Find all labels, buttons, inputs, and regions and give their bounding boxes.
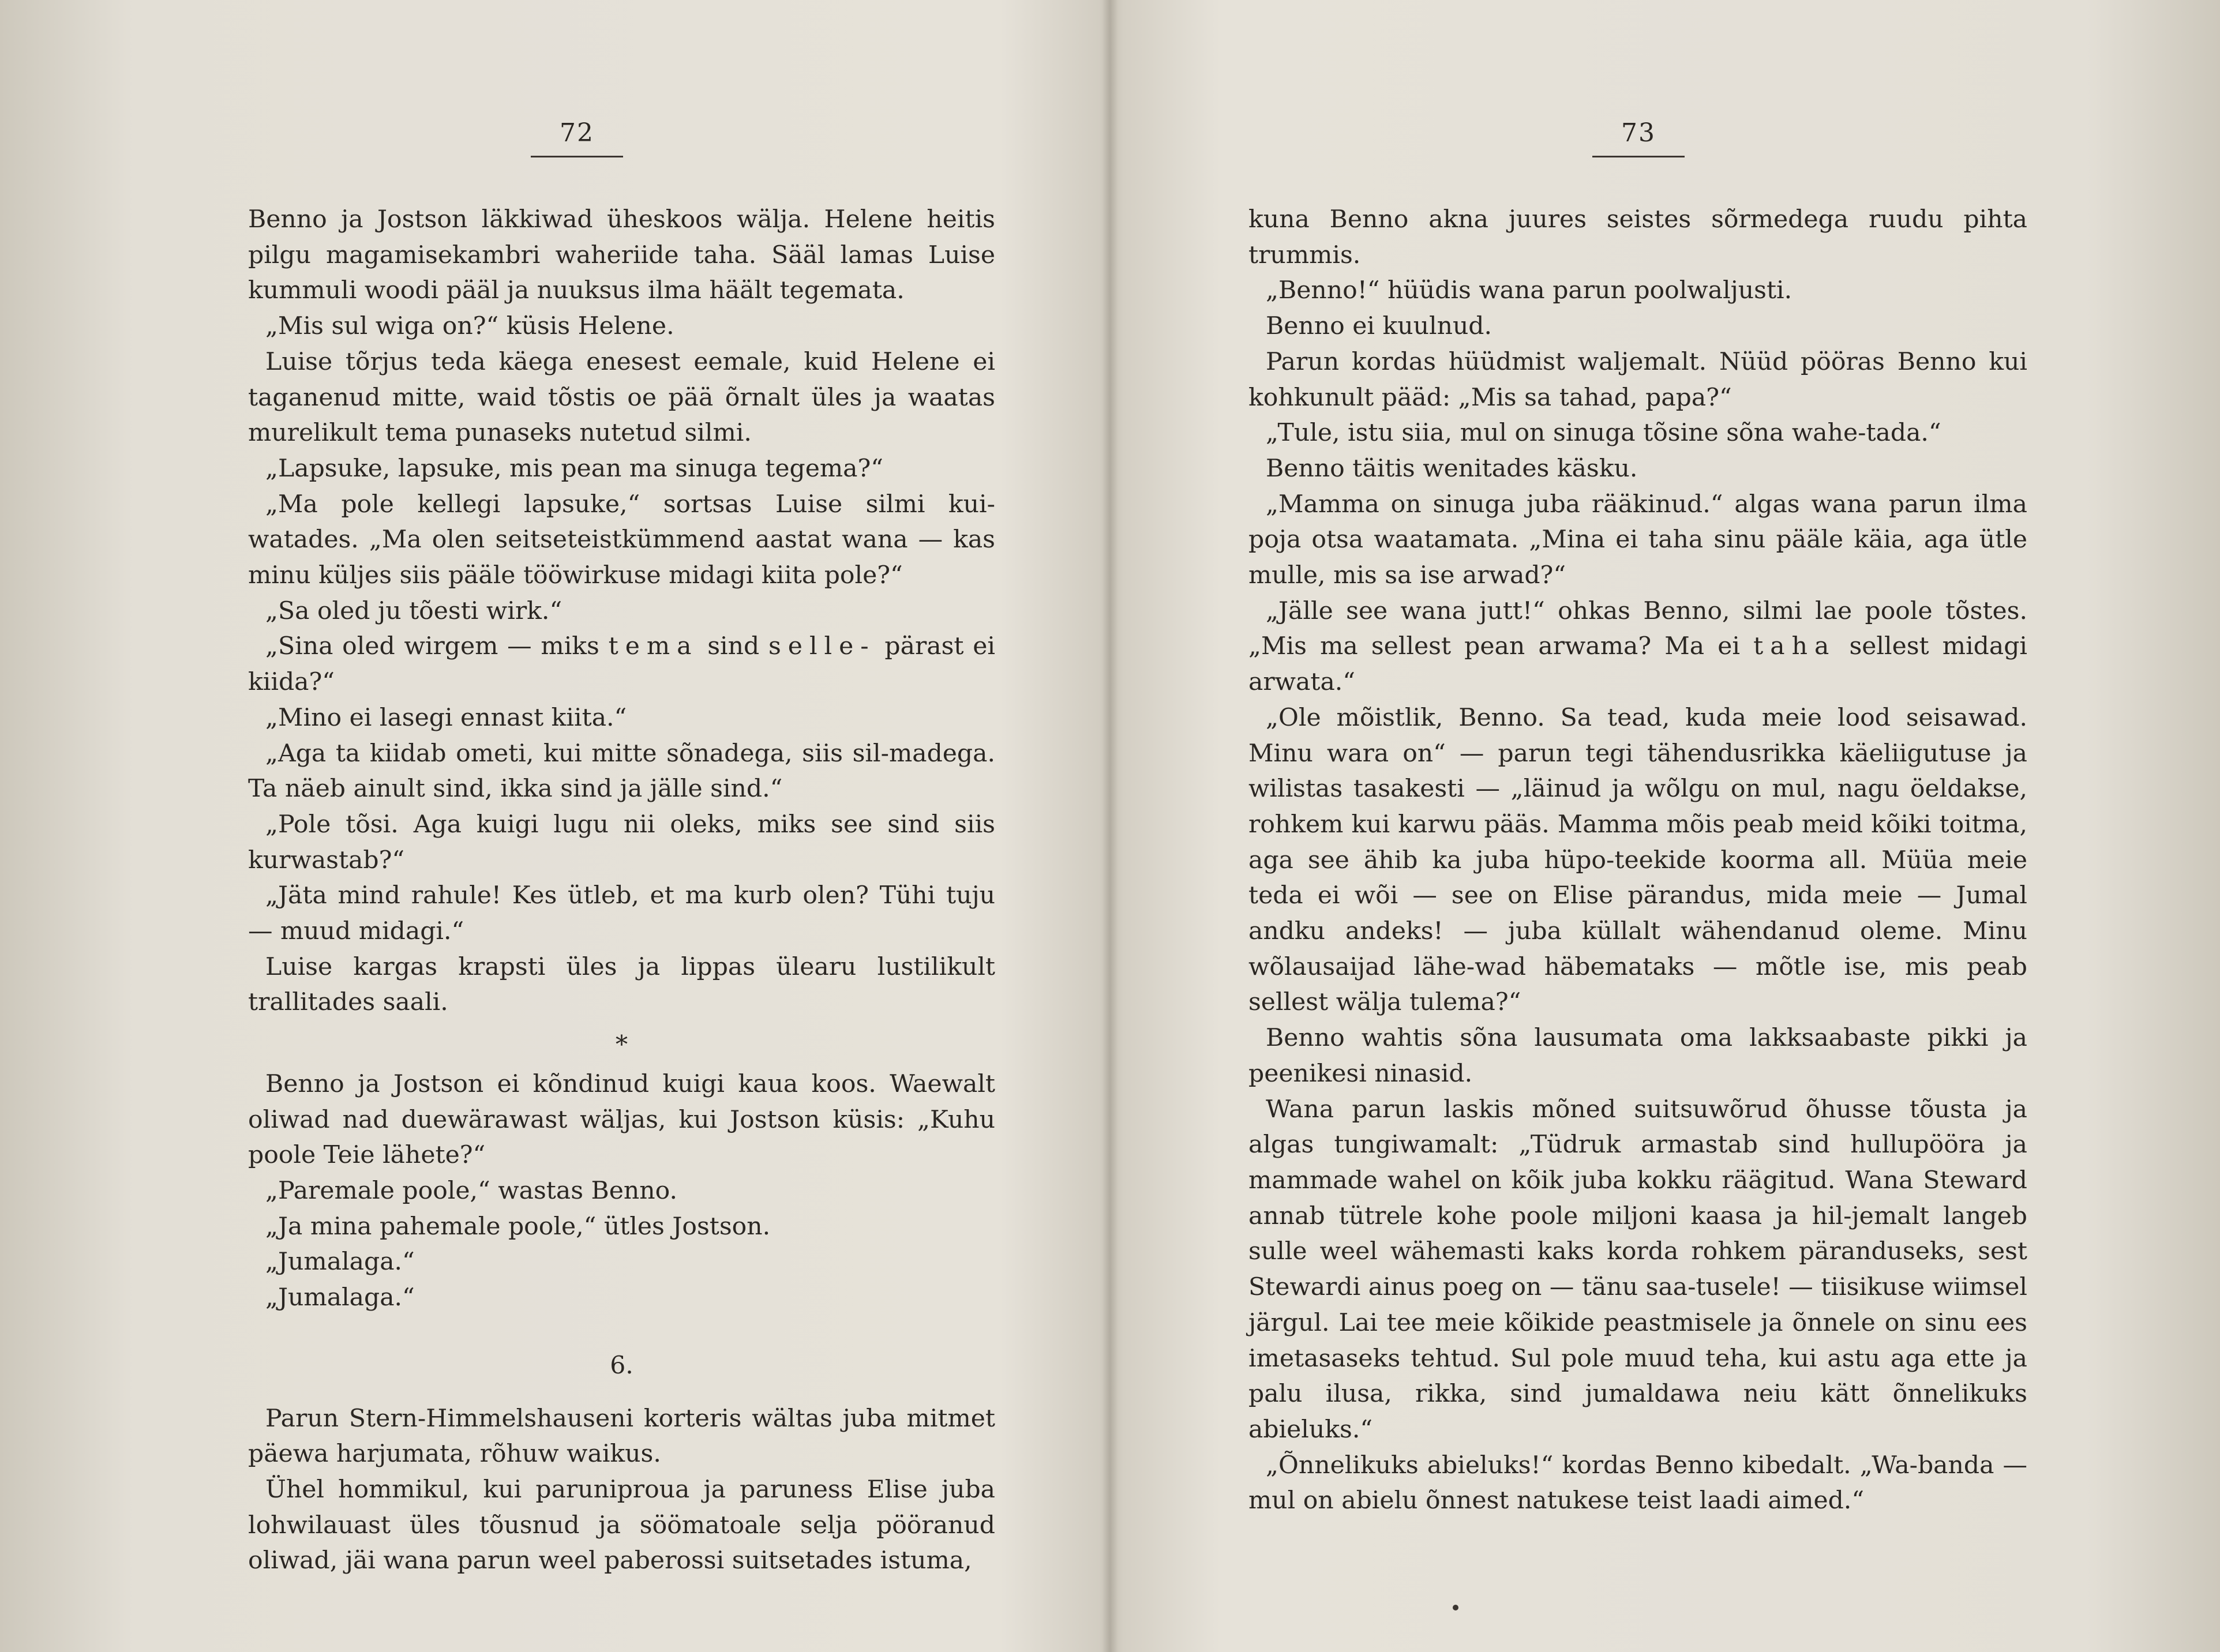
- left-page-header: [519, 118, 635, 157]
- paragraph-text: „Aga ta kiidab ometi, kui mitte sõnadega, siis sil-madega. Ta näeb ainult sind, ikka sind ja jälle sind.“: [248, 739, 995, 804]
- right-header-rule: [1592, 156, 1685, 157]
- paragraph: [248, 736, 995, 807]
- paragraph: [248, 629, 995, 700]
- paragraph-text: „Õnnelikuks abieluks!“ kordas Benno kibedalt. „Wa-banda — mul on abielu õnnest natukese teist laadi aimed.“: [1248, 1451, 2027, 1515]
- paragraph-text: „Mino ei lasegi ennast kiita.“: [265, 703, 627, 732]
- paragraph: [248, 594, 995, 629]
- paragraph: [1248, 309, 2027, 344]
- paragraph-text: „Mis sul wiga on?“ küsis Helene.: [265, 312, 674, 341]
- paragraph-text: pärast ei kiida?“: [248, 632, 995, 697]
- paragraph: [1248, 451, 2027, 487]
- paragraph-text: sellest midagi arwata.“: [1248, 632, 2028, 697]
- paragraph: [1248, 1092, 2027, 1448]
- paragraph: [1248, 594, 2027, 700]
- paragraph: [248, 451, 995, 487]
- paragraph: [248, 700, 995, 736]
- paragraph-text: „Jumalaga.“: [265, 1248, 415, 1276]
- spaced-emphasis: selle-: [768, 632, 876, 661]
- paragraph: [1248, 1020, 2027, 1091]
- paragraph-text: Benno ei kuulnud.: [1266, 312, 1492, 341]
- left-page-number: 72: [560, 118, 594, 148]
- paragraph-text: Wana parun laskis mõned suitsuwõrud õhusse tõusta ja algas tungiwamalt: „Tüdruk armastab sind hullupööra ja mammade wahel on kõik juba kokku räägitud. Wana Steward annab tütrele kohe poole miljoni kaasa ja hil-jemalt langeb sulle weel wähemasti kaks korda rohkem päranduseks, sest Stewardi ainus poeg on — tänu saa-tusele! — tiisikuse wiimsel järgul. Lai tee meie kõikide peastmisele ja õnnele on sinu ees imetasaseks tehtud. Sul pole muud teha, kui astu aga ette ja palu ilusa, rikka, sind jumaldawa neiu kätt õnnelikuks abieluks.“: [1248, 1095, 2027, 1444]
- paragraph: [248, 487, 995, 594]
- spaced-emphasis: tema: [608, 632, 699, 661]
- paragraph-text: „Mamma on sinuga juba rääkinud.“ algas wana parun ilma poja otsa waatamata. „Mina ei taha sinu pääle käia, aga ütle mulle, mis sa ise arwad?“: [1248, 490, 2027, 590]
- paragraph-text: Ühel hommikul, kui paruniproua ja paruness Elise juba lohwilauast üles tõusnud ja söömatoale selja pööranud oliwad, jäi wana parun weel paberossi suitsetades istuma,: [248, 1475, 995, 1575]
- paragraph-text: sind: [707, 632, 760, 661]
- left-page-text: [248, 202, 995, 1579]
- paragraph: [248, 1173, 995, 1209]
- paragraph: [248, 1280, 995, 1316]
- paragraph-text: „Lapsuke, lapsuke, mis pean ma sinuga tegema?“: [265, 454, 884, 483]
- paragraph-text: Benno täitis wenitades käsku.: [1266, 454, 1638, 483]
- print-mark-dot: [1453, 1605, 1458, 1610]
- paragraph: [1248, 273, 2027, 309]
- paragraph-text: „Sa oled ju tõesti wirk.“: [265, 596, 562, 625]
- right-page-text: [1248, 202, 2027, 1519]
- paragraph: [248, 1027, 995, 1063]
- paragraph: [1248, 487, 2027, 594]
- paragraph-text: Benno wahtis sõna lausumata oma lakksaabaste pikki ja peenikesi ninasid.: [1248, 1024, 2027, 1088]
- paragraph: [248, 1209, 995, 1245]
- left-header-rule: [531, 156, 623, 157]
- right-page-number: 73: [1621, 118, 1656, 148]
- paragraph-text: *: [615, 1031, 628, 1060]
- paragraph-text: „Ja mina pahemale poole,“ ütles Jostson.: [265, 1212, 771, 1241]
- paragraph-text: „Tule, istu siia, mul on sinuga tõsine sõna wahe-tada.“: [1266, 419, 1941, 448]
- paragraph-text: Luise kargas krapsti üles ja lippas ülearu lustilikult trallitades saali.: [248, 952, 995, 1017]
- paragraph-text: „Ole mõistlik, Benno. Sa tead, kuda meie lood seisawad. Minu wara on“ — parun tegi tähendusrikka käeliigutuse ja wilistas tasakesti — „läinud ja wõlgu on mul, nagu öeldakse, rohkem kui karwu pääs. Mamma mõis peab meid kõiki toitma, aga see ähib ka juba hüpo-teekide koorma all. Müüa meie teda ei wõi — see on Elise pärandus, mida meie — Jumal andku andeks! — juba küllalt wähendanud oleme. Minu wõlausaijad lähe-wad häbemataks — mõtle ise, mis peab sellest wälja tulema?“: [1248, 703, 2027, 1017]
- paragraph: [1248, 344, 2027, 415]
- paragraph: [248, 807, 995, 878]
- paragraph: [248, 1244, 995, 1280]
- paragraph-text: 6.: [610, 1351, 633, 1380]
- paragraph: [1248, 415, 2027, 451]
- paragraph-text: „Pole tõsi. Aga kuigi lugu nii oleks, miks see sind siis kurwastab?“: [248, 810, 995, 874]
- right-page-header: [1581, 118, 1696, 157]
- paragraph: [248, 878, 995, 949]
- paragraph-text: Benno ja Jostson läkkiwad üheskoos wälja. Helene heitis pilgu magamisekambri waheriide taha. Sääl lamas Luise kummuli woodi pääl ja nuuksus ilma häält tegemata.: [248, 205, 995, 305]
- paragraph-text: kuna Benno akna juures seistes sõrmedega ruudu pihta trummis.: [1248, 205, 2027, 269]
- paragraph: [248, 202, 995, 309]
- paragraph-text: Parun kordas hüüdmist waljemalt. Nüüd pööras Benno kui kohkunult pääd: „Mis sa tahad, papa?“: [1248, 347, 2027, 412]
- paragraph: [248, 344, 995, 451]
- paragraph: [1248, 202, 2027, 273]
- paragraph-text: „Jälle see wana jutt!“ ohkas Benno, silmi lae poole tõstes. „Mis ma sellest pean arwama? Ma ei: [1248, 596, 2027, 661]
- paragraph: [248, 1348, 995, 1384]
- paragraph: [248, 1472, 995, 1579]
- paragraph-text: „Jäta mind rahule! Kes ütleb, et ma kurb olen? Tühi tuju — muud midagi.“: [248, 881, 995, 946]
- spaced-emphasis: taha: [1753, 632, 1836, 661]
- paragraph-text: „Sina oled wirgem — miks: [265, 632, 599, 661]
- paragraph: [248, 949, 995, 1020]
- paragraph-text: „Benno!“ hüüdis wana parun poolwaljusti.: [1266, 276, 1792, 305]
- paragraph-text: „Paremale poole,“ wastas Benno.: [265, 1176, 678, 1205]
- paragraph: [248, 309, 995, 344]
- paragraph-text: „Ma pole kellegi lapsuke,“ sortsas Luise silmi kui-watades. „Ma olen seitseteistkümmend aastat wana — kas minu küljes siis pääle tööwirkuse midagi kiita pole?“: [248, 490, 995, 590]
- paragraph-text: „Jumalaga.“: [265, 1283, 415, 1312]
- paragraph-text: Benno ja Jostson ei kõndinud kuigi kaua koos. Waewalt oliwad nad duewärawast wäljas, kui Jostson küsis: „Kuhu poole Teie lähete?“: [248, 1069, 995, 1170]
- paragraph: [248, 1401, 995, 1472]
- paragraph-text: Parun Stern-Himmelshauseni korteris wältas juba mitmet päewa harjumata, rõhuw waikus.: [248, 1404, 995, 1469]
- paragraph: [248, 1067, 995, 1173]
- paragraph: [1248, 1448, 2027, 1519]
- right-page: [1110, 0, 2220, 1652]
- paragraph-text: Luise tõrjus teda käega enesest eemale, kuid Helene ei taganenud mitte, waid tõstis oe pää õrnalt üles ja waatas murelikult tema punaseks nutetud silmi.: [248, 347, 995, 448]
- paragraph: [1248, 700, 2027, 1020]
